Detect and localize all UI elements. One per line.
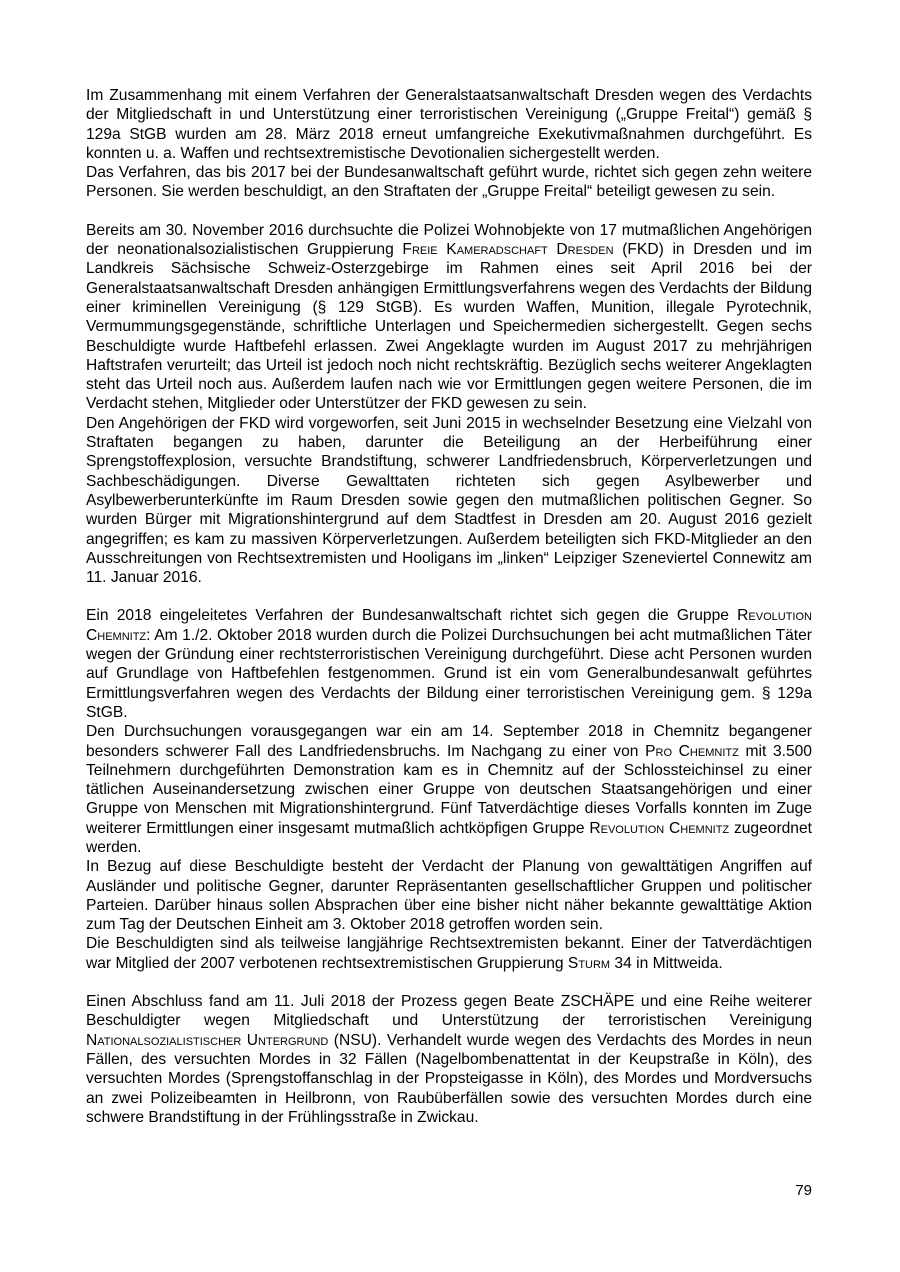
- text-section: [86, 992, 812, 1127]
- text-run: Die Beschuldigten sind als teilweise langjährige Rechtsextremisten bekannt. Einer der Tatverdächtigen war Mitglied der 2007 verbotenen rechtsextremistischen Gruppierung: [86, 935, 812, 972]
- text-run: Den Durchsuchungen vorausgegangen war ein am 14. September 2018 in Chemnitz begangener besonders schwerer Fall des Landfriedensbruchs. Im Nachgang zu einer von: [86, 723, 812, 760]
- organization-name: Freie Kameradschaft Dresden: [402, 241, 614, 259]
- text-run: Ein 2018 eingeleitetes Verfahren der Bundesanwaltschaft richtet sich gegen die Gruppe: [86, 607, 738, 625]
- paragraph: [86, 857, 812, 934]
- page-number: 79: [795, 1182, 812, 1199]
- paragraph: [86, 992, 812, 1127]
- text-run: Bereits am 30. November 2016 durchsuchte die Polizei Wohnobjekte von 17 mutmaßlichen Angehörigen der neonationalsozialistischen Gruppierung: [86, 221, 812, 259]
- paragraph: [86, 163, 812, 202]
- paragraph: [86, 221, 812, 414]
- organization-name: Pro Chemnitz: [645, 742, 739, 760]
- text-run: 34 in Mittweida.: [610, 954, 723, 972]
- text-run: In Bezug auf diese Beschuldigte besteht der Verdacht der Planung von gewalttätigen Angriffen auf Ausländer und politische Gegner, darunter Repräsentanten gesellschaftlicher Gruppen und politischer Parteien. Darüber hinaus sollen Absprachen über eine bisher nicht näher bekannte gewalttätige Aktion zum Tag der Deutschen Einheit am 3. Oktober 2018 getroffen worden sein.: [86, 858, 812, 934]
- text-run: zugeordnet werden.: [86, 819, 812, 856]
- organization-name: Revolution Chemnitz: [589, 819, 730, 837]
- text-section: [86, 86, 812, 202]
- paragraph: [86, 606, 812, 722]
- text-run: mit 3.500 Teilnehmern durchgeführten Demonstration kam es in Chemnitz auf der Schlossteichinsel zu einer tätlichen Auseinandersetzung zwischen einer Gruppe von deutschen Staatsangehörigen und einer Gruppe von Menschen mit Migrationshintergrund. Fünf Tatverdächtige dieses Vorfalls konnten im Zuge weiterer Ermittlungen einer insgesamt mutmaßlich achtköpfigen Gruppe: [86, 742, 812, 837]
- paragraph: [86, 86, 812, 163]
- organization-name: Sturm: [567, 954, 611, 972]
- text-section: [86, 221, 812, 588]
- organization-name: Nationalsozialistischer Untergrund: [86, 1031, 329, 1049]
- text-run: Das Verfahren, das bis 2017 bei der Bundesanwaltschaft geführt wurde, richtet sich gegen zehn weitere Personen. Sie werden beschuldigt, an den Straftaten der „Gruppe Freital“ beteiligt gewesen zu sein.: [86, 164, 812, 201]
- text-run: (NSU). Verhandelt wurde wegen des Verdachts des Mordes in neun Fällen, des versuchten Mordes in 32 Fällen (Nagelbombenattentat in der Keupstraße in Köln), des versuchten Mordes (Sprengstoffanschlag in der Propsteigasse in Köln), des Mordes und Mordversuchs an zwei Polizeibeamten in Heilbronn, von Raubüberfällen sowie des versuchten Mordes durch eine schwere Brandstiftung in der Frühlingsstraße in Zwickau.: [86, 1031, 812, 1126]
- text-section: [86, 606, 812, 973]
- paragraph: [86, 934, 812, 973]
- text-run: Den Angehörigen der FKD wird vorgeworfen, seit Juni 2015 in wechselnder Besetzung eine Vielzahl von Straftaten begangen zu haben, darunter die Beteiligung an der Herbeiführung einer Sprengstoffexplosion, versuchte Brandstiftung, schwerer Landfriedensbruch, Körperverletzungen und Sachbeschädigungen. Diverse Gewalttaten richteten sich gegen Asylbewerber und Asylbewerberunterkünfte im Raum Dresden sowie gegen den mutmaßlichen politischen Gegner. So wurden Bürger mit Migrationshintergrund auf dem Stadtfest in Dresden am 20. August 2016 gezielt angegriffen; es kam zu massiven Körperverletzungen. Außerdem beteiligten sich FKD-Mitglieder an den Ausschreitungen von Rechtsextremisten und Hooligans im „linken“ Leipziger Szeneviertel Connewitz am 11. Januar 2016.: [86, 414, 812, 587]
- text-run: Im Zusammenhang mit einem Verfahren der Generalstaatsanwaltschaft Dresden wegen des Verdachts der Mitgliedschaft in und Unterstützung einer terroristischen Vereinigung („Gruppe Freital“) gemäß § 129a StGB wurden am 28. März 2018 erneut umfangreiche Exekutivmaßnahmen durchgeführt. Es konnten u. a. Waffen und rechtsextremistische Devotionalien sichergestellt werden.: [86, 87, 812, 162]
- paragraph: [86, 414, 812, 588]
- organization-name: Revolution Chemnitz: [86, 607, 812, 644]
- document-page: [86, 86, 812, 1146]
- paragraph: [86, 722, 812, 857]
- text-run: : Am 1./2. Oktober 2018 wurden durch die Polizei Durchsuchungen bei acht mutmaßlichen Täter wegen der Gründung einer rechtsterroristischen Vereinigung durchgeführt. Diese acht Personen wurden auf Grundlage von Haftbefehlen festgenommen. Grund ist ein vom Generalbundesanwalt geführtes Ermittlungsverfahren wegen des Verdachts der Bildung einer terroristischen Vereinigung gem. § 129a StGB.: [86, 626, 812, 721]
- text-run: Einen Abschluss fand am 11. Juli 2018 der Prozess gegen Beate ZSCHÄPE und eine Reihe weiterer Beschuldigter wegen Mitgliedschaft und Unterstützung der terroristischen Vereinigung: [86, 993, 812, 1030]
- text-run: (FKD) in Dresden und im Landkreis Sächsische Schweiz-Osterzgebirge im Rahmen eines seit April 2016 bei der Generalstaatsanwaltschaft Dresden anhängigen Ermittlungsverfahrens wegen des Verdachts der Bildung einer kriminellen Vereinigung (§ 129 StGB). Es wurden Waffen, Munition, illegale Pyrotechnik, Vermummungsgegenstände, schriftliche Unterlagen und Speichermedien sichergestellt. Gegen sechs Beschuldigte wurde Haftbefehl erlassen. Zwei Angeklagte wurden im August 2017 zu mehrjährigen Haftstrafen verurteilt; das Urteil ist jedoch noch nicht rechtskräftig. Bezüglich sechs weiterer Angeklagten steht das Urteil noch aus. Außerdem laufen nach wie vor Ermittlungen gegen weitere Personen, die im Verdacht stehen, Mitglieder oder Unterstützer der FKD gewesen zu sein.: [86, 241, 812, 413]
